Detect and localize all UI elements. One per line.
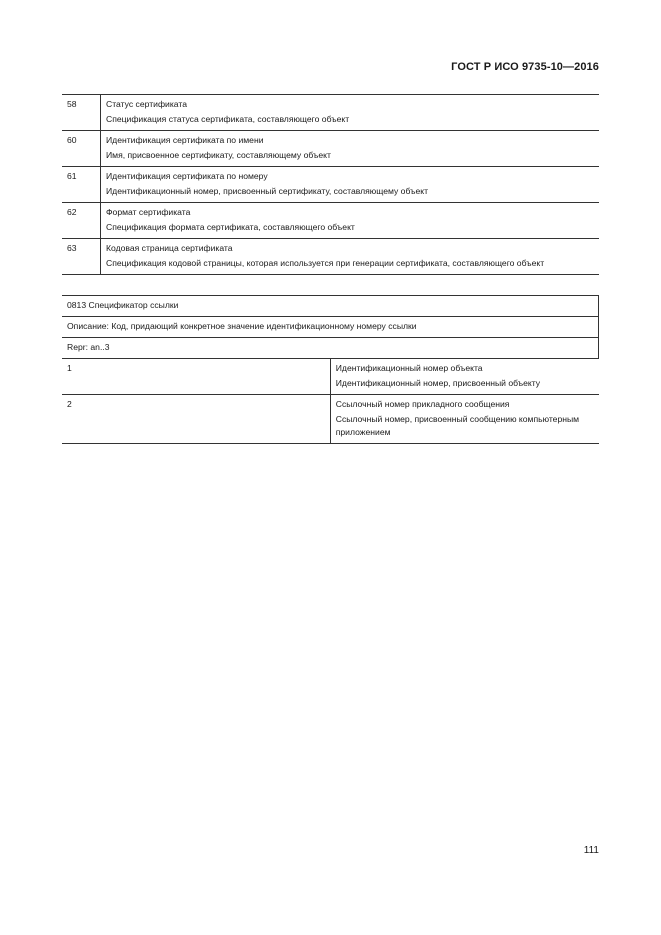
table-row (62, 131, 599, 167)
entry-name: Ссылочный номер прикладного сообщения (335, 399, 510, 409)
code-cell: 1 (62, 359, 330, 395)
entry-cell (101, 95, 600, 131)
table-row (62, 95, 599, 131)
entry-name: Кодовая страница сертификата (106, 243, 233, 253)
table-title: 0813 Спецификатор ссылки (62, 296, 599, 317)
table-row (62, 239, 599, 275)
entry-name: Формат сертификата (106, 207, 191, 217)
table-description: Описание: Код, придающий конкретное значение идентификационному номеру ссылки (62, 317, 599, 338)
table-row (62, 395, 599, 444)
table-repr-row (62, 338, 599, 359)
entry-name: Идентификационный номер объекта (335, 363, 483, 373)
entry-cell (101, 131, 600, 167)
entry-cell (330, 359, 598, 395)
table-repr: Repr: an..3 (62, 338, 599, 359)
table-title-row (62, 296, 599, 317)
table-description-row (62, 317, 599, 338)
entry-description: Идентификационный номер, присвоенный сертификату, составляющему объект (106, 186, 429, 196)
entry-name: Идентификация сертификата по номеру (106, 171, 268, 181)
page-number: 111 (583, 845, 599, 856)
entry-description: Идентификационный номер, присвоенный объекту (335, 378, 541, 388)
entry-cell (101, 167, 600, 203)
table-row (62, 167, 599, 203)
entry-name: Идентификация сертификата по имени (106, 135, 264, 145)
code-cell: 2 (62, 395, 330, 444)
table-row (62, 359, 599, 395)
code-cell: 63 (62, 239, 101, 275)
code-cell: 62 (62, 203, 101, 239)
entry-cell (330, 395, 598, 444)
entry-description: Имя, присвоенное сертификату, составляющему объект (106, 150, 331, 160)
entry-description: Спецификация статуса сертификата, составляющего объект (106, 114, 350, 124)
reference-qualifier-table (62, 295, 599, 444)
document-header: ГОСТ Р ИСО 9735-10—2016 (451, 61, 599, 73)
code-list-table-continued (62, 94, 599, 275)
entry-cell (101, 239, 600, 275)
code-cell: 61 (62, 167, 101, 203)
entry-description: Спецификация кодовой страницы, которая используется при генерации сертификата, составляющего объект (106, 258, 545, 268)
entry-name: Статус сертификата (106, 99, 187, 109)
entry-cell (101, 203, 600, 239)
entry-description: Ссылочный номер, присвоенный сообщению компьютерным приложением (335, 414, 580, 437)
entry-description: Спецификация формата сертификата, составляющего объект (106, 222, 355, 232)
code-cell: 60 (62, 131, 101, 167)
table-row (62, 203, 599, 239)
code-cell: 58 (62, 95, 101, 131)
